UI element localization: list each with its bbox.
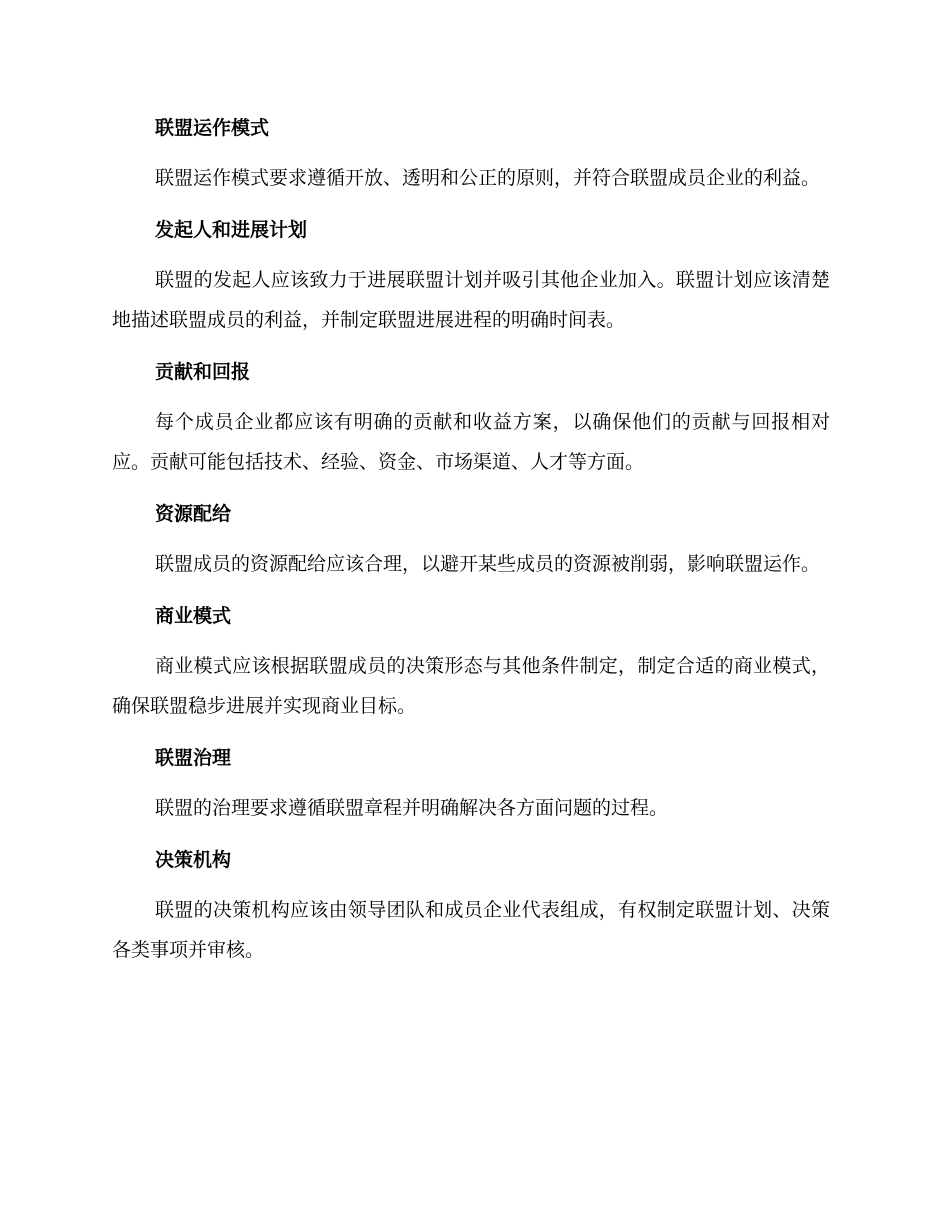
section-paragraph: 联盟的决策机构应该由领导团队和成员企业代表组成，有权制定联盟计划、决策各类事项并审核。 — [112, 899, 830, 961]
document-content — [112, 108, 830, 982]
section-initiator-plan — [112, 210, 830, 340]
section-paragraph: 每个成员企业都应该有明确的贡献和收益方案，以确保他们的贡献与回报相对应。贡献可能包括技术、经验、资金、市场渠道、人才等方面。 — [112, 411, 830, 473]
section-resource-allocation — [112, 494, 830, 584]
section-heading: 决策机构 — [155, 849, 232, 871]
section-business-model — [112, 596, 830, 726]
section-governance — [112, 738, 830, 828]
section-heading: 联盟治理 — [155, 747, 232, 769]
section-contribution-return — [112, 352, 830, 482]
section-paragraph: 商业模式应该根据联盟成员的决策形态与其他条件制定，制定合适的商业模式，确保联盟稳步进展并实现商业目标。 — [112, 655, 830, 717]
section-decision-body — [112, 840, 830, 970]
section-heading: 商业模式 — [155, 605, 232, 627]
section-heading: 联盟运作模式 — [155, 117, 270, 139]
section-heading: 资源配给 — [155, 503, 232, 525]
section-operation-mode — [112, 108, 830, 198]
section-paragraph: 联盟成员的资源配给应该合理，以避开某些成员的资源被削弱，影响联盟运作。 — [155, 553, 821, 575]
section-paragraph: 联盟的治理要求遵循联盟章程并明确解决各方面问题的过程。 — [155, 797, 669, 819]
section-heading: 贡献和回报 — [155, 361, 251, 383]
section-paragraph: 联盟的发起人应该致力于进展联盟计划并吸引其他企业加入。联盟计划应该清楚地描述联盟成员的利益，并制定联盟进展进程的明确时间表。 — [112, 269, 830, 331]
section-heading: 发起人和进展计划 — [155, 219, 308, 241]
section-paragraph: 联盟运作模式要求遵循开放、透明和公正的原则，并符合联盟成员企业的利益。 — [155, 167, 821, 189]
